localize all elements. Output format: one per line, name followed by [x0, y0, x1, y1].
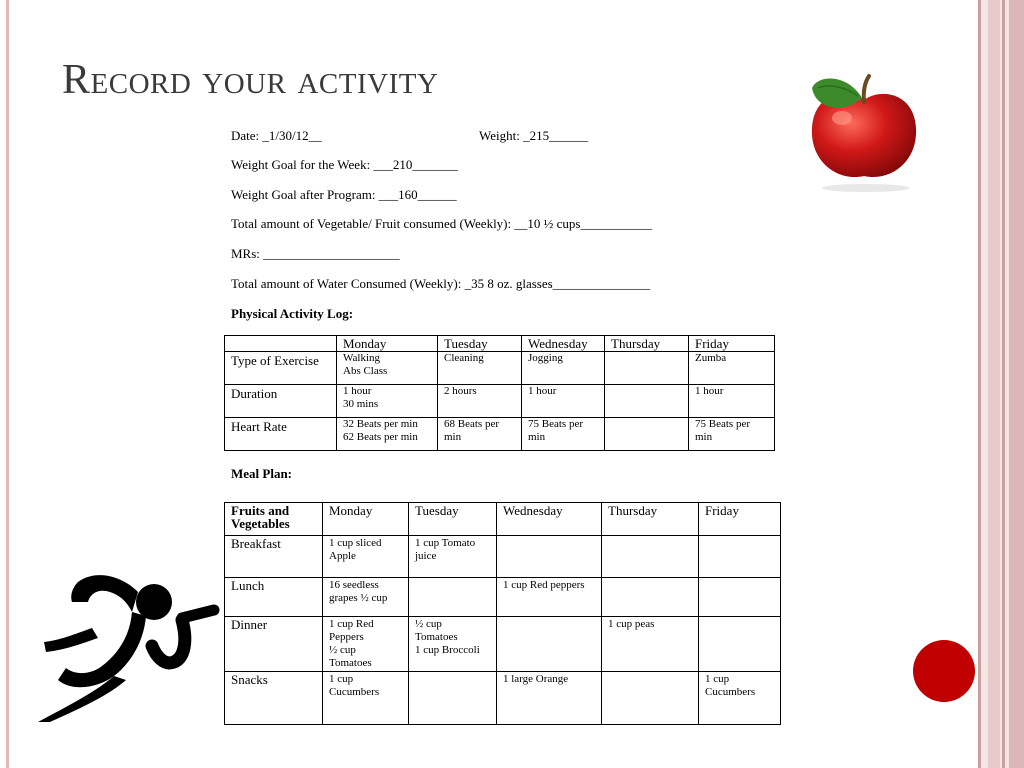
table-row — [225, 617, 781, 672]
column-header — [225, 336, 337, 352]
table-row — [225, 578, 781, 617]
table-cell: 1 cup Cucumbers — [699, 672, 781, 725]
table-cell: 1 hour — [522, 385, 605, 418]
table-cell: 32 Beats per min 62 Beats per min — [337, 418, 438, 451]
left-border-line — [6, 0, 9, 768]
slide-title: Record your activity — [62, 57, 439, 103]
meal-plan-table — [224, 502, 781, 725]
table-cell: 1 large Orange — [497, 672, 602, 725]
table-cell: Cleaning — [438, 352, 522, 385]
table-cell — [602, 536, 699, 578]
table-cell — [699, 536, 781, 578]
date-field: Date: _1/30/12__ — [231, 128, 322, 143]
table-cell — [605, 385, 689, 418]
table-cell: 1 cup peas — [602, 617, 699, 672]
table-cell: 75 Beats per min — [689, 418, 775, 451]
row-label: Snacks — [225, 672, 323, 725]
table-cell: 1 hour 30 mins — [337, 385, 438, 418]
column-header: Monday — [337, 336, 438, 352]
table-cell: Zumba — [689, 352, 775, 385]
column-header: Thursday — [602, 503, 699, 536]
table-cell: 1 cup Red Peppers ½ cup Tomatoes — [323, 617, 409, 672]
table-cell — [497, 617, 602, 672]
meal-plan-heading: Meal Plan: — [231, 466, 293, 481]
row-label: Dinner — [225, 617, 323, 672]
weight-goal-week-field: Weight Goal for the Week: ___210_______ — [231, 157, 458, 172]
table-row — [225, 352, 775, 385]
column-header: Thursday — [605, 336, 689, 352]
table-header-row — [225, 336, 775, 352]
veg-fruit-field: Total amount of Vegetable/ Fruit consumed (Weekly): __10 ½ cups___________ — [231, 216, 652, 231]
table-cell: 1 cup Red peppers — [497, 578, 602, 617]
table-cell — [605, 352, 689, 385]
water-field: Total amount of Water Consumed (Weekly): _35 8 oz. glasses_______________ — [231, 276, 651, 291]
table-cell: 1 cup Cucumbers — [323, 672, 409, 725]
column-header: Tuesday — [438, 336, 522, 352]
row-label: Heart Rate — [225, 418, 337, 451]
right-decorative-stripes — [978, 0, 1024, 768]
column-header: Monday — [323, 503, 409, 536]
table-cell: 1 cup sliced Apple — [323, 536, 409, 578]
column-header: Tuesday — [409, 503, 497, 536]
table-cell: ½ cup Tomatoes 1 cup Broccoli — [409, 617, 497, 672]
table-cell: 1 hour — [689, 385, 775, 418]
row-label: Breakfast — [225, 536, 323, 578]
table-cell — [409, 672, 497, 725]
weight-field: Weight: _215______ — [479, 128, 589, 143]
apple-image — [778, 70, 950, 194]
weight-goal-program-field: Weight Goal after Program: ___160______ — [231, 187, 457, 202]
table-cell: 75 Beats per min — [522, 418, 605, 451]
table-row — [225, 385, 775, 418]
table-cell: Walking Abs Class — [337, 352, 438, 385]
table-cell — [699, 578, 781, 617]
table-cell — [409, 578, 497, 617]
table-cell — [605, 418, 689, 451]
column-header: Friday — [689, 336, 775, 352]
row-label: Type of Exercise — [225, 352, 337, 385]
column-header: Wednesday — [522, 336, 605, 352]
table-cell — [602, 672, 699, 725]
table-row — [225, 672, 781, 725]
activity-log-heading: Physical Activity Log: — [231, 306, 354, 321]
table-cell: 68 Beats per min — [438, 418, 522, 451]
table-cell: 1 cup Tomato juice — [409, 536, 497, 578]
column-header: Fruits and Vegetables — [225, 503, 323, 536]
table-cell: 16 seedless grapes ½ cup — [323, 578, 409, 617]
table-cell — [602, 578, 699, 617]
column-header: Wednesday — [497, 503, 602, 536]
table-cell: 2 hours — [438, 385, 522, 418]
table-cell — [699, 617, 781, 672]
activity-log-table — [224, 335, 775, 451]
column-header: Friday — [699, 503, 781, 536]
table-cell — [497, 536, 602, 578]
mrs-field: MRs: _____________________ — [231, 246, 400, 261]
table-row — [225, 418, 775, 451]
red-circle-decoration — [913, 640, 975, 702]
table-header-row — [225, 503, 781, 536]
runner-icon — [32, 572, 220, 724]
row-label: Lunch — [225, 578, 323, 617]
row-label: Duration — [225, 385, 337, 418]
table-cell: Jogging — [522, 352, 605, 385]
table-row — [225, 536, 781, 578]
